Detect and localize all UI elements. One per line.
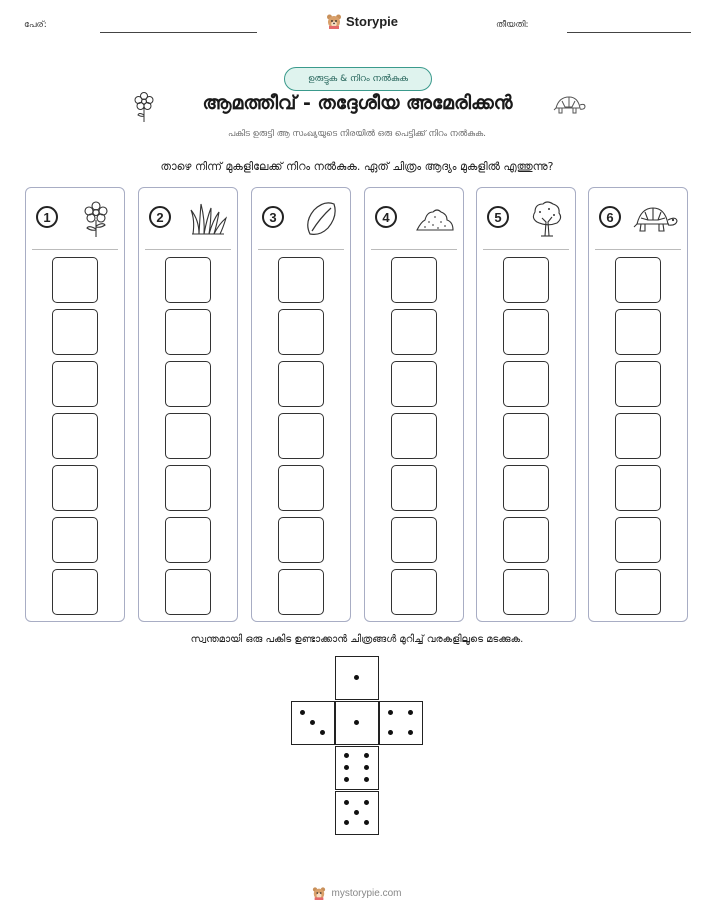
column-5: [476, 187, 576, 622]
page-title: ആമത്തീവ് - തദ്ദേശീയ അമേരിക്കൻ: [202, 92, 513, 114]
column-divider: [595, 249, 681, 250]
color-box[interactable]: [165, 413, 211, 459]
color-box[interactable]: [165, 309, 211, 355]
column-divider: [483, 249, 569, 250]
pip: [388, 710, 393, 715]
color-box[interactable]: [52, 413, 98, 459]
color-box[interactable]: [278, 517, 324, 563]
color-box[interactable]: [391, 465, 437, 511]
pip: [364, 820, 369, 825]
pip: [344, 753, 349, 758]
color-box[interactable]: [391, 413, 437, 459]
column-3: [251, 187, 351, 622]
color-box[interactable]: [278, 569, 324, 615]
subtitle: പകിട ഉരുട്ടി ആ സംഖ്യയുടെ നിരയിൽ ഒരു പെട്ടിക്ക് നിറം നൽകുക.: [228, 129, 486, 139]
date-line[interactable]: [567, 32, 691, 33]
die-face-six: [335, 746, 379, 790]
footer: [0, 886, 714, 900]
die-face-one: [335, 656, 379, 700]
color-box[interactable]: [52, 569, 98, 615]
pip: [354, 810, 359, 815]
color-box[interactable]: [503, 413, 549, 459]
dice-caption: സ്വന്തമായി ഒരു പകിട ഉണ്ടാക്കാൻ ചിത്രങ്ങൾ മുറിച്ച് വരകളിലൂടെ മടക്കുക.: [190, 634, 524, 645]
pip: [344, 765, 349, 770]
color-box[interactable]: [615, 517, 661, 563]
bear-logo-icon: [326, 13, 342, 29]
color-box[interactable]: [52, 309, 98, 355]
color-box[interactable]: [165, 361, 211, 407]
color-box[interactable]: [503, 361, 549, 407]
column-1: [25, 187, 125, 622]
column-number: 6: [599, 206, 621, 228]
die-face-four: [379, 701, 423, 745]
brand-logo: [326, 13, 398, 29]
turtle-icon: [633, 200, 679, 238]
pip: [354, 675, 359, 680]
column-6: [588, 187, 688, 622]
column-divider: [258, 249, 344, 250]
flower-icon: [76, 200, 116, 238]
color-box[interactable]: [503, 465, 549, 511]
color-box[interactable]: [615, 569, 661, 615]
color-box[interactable]: [391, 517, 437, 563]
color-box[interactable]: [503, 569, 549, 615]
tree-icon: [527, 200, 567, 238]
color-box[interactable]: [278, 257, 324, 303]
die-face-one-center: [335, 701, 379, 745]
grass-icon: [189, 200, 229, 238]
pip: [364, 753, 369, 758]
color-box[interactable]: [615, 413, 661, 459]
name-line[interactable]: [100, 32, 257, 33]
pip: [300, 710, 305, 715]
color-box[interactable]: [503, 517, 549, 563]
column-divider: [32, 249, 118, 250]
footer-url[interactable]: mystorypie.com: [331, 887, 402, 899]
color-box[interactable]: [165, 569, 211, 615]
turtle-title-icon: [553, 93, 587, 117]
pip: [364, 765, 369, 770]
pip: [388, 730, 393, 735]
color-box[interactable]: [278, 309, 324, 355]
column-number: 5: [487, 206, 509, 228]
column-divider: [371, 249, 457, 250]
die-face-three: [291, 701, 335, 745]
column-number: 1: [36, 206, 58, 228]
activity-badge: ഉരുട്ടുക & നിറം നൽകുക: [284, 67, 432, 91]
color-box[interactable]: [391, 569, 437, 615]
pip: [344, 777, 349, 782]
pip: [408, 730, 413, 735]
color-box[interactable]: [391, 361, 437, 407]
pip: [344, 820, 349, 825]
bear-logo-icon: [312, 886, 326, 900]
color-box[interactable]: [278, 413, 324, 459]
color-box[interactable]: [615, 257, 661, 303]
color-box[interactable]: [165, 517, 211, 563]
pip: [364, 777, 369, 782]
column-number: 3: [262, 206, 284, 228]
color-box[interactable]: [615, 361, 661, 407]
pip: [364, 800, 369, 805]
flower-title-icon: [133, 91, 155, 123]
seed-icon: [302, 200, 342, 238]
column-number: 4: [375, 206, 397, 228]
dirt-mound-icon: [415, 200, 455, 238]
pip: [344, 800, 349, 805]
color-box[interactable]: [391, 257, 437, 303]
color-box[interactable]: [165, 257, 211, 303]
pip: [310, 720, 315, 725]
color-box[interactable]: [503, 309, 549, 355]
column-number: 2: [149, 206, 171, 228]
color-box[interactable]: [615, 465, 661, 511]
color-box[interactable]: [278, 361, 324, 407]
color-box[interactable]: [52, 257, 98, 303]
color-box[interactable]: [52, 465, 98, 511]
color-box[interactable]: [278, 465, 324, 511]
instruction: താഴെ നിന്ന് മുകളിലേക്ക് നിറം നൽകുക. ഏത് ചിത്രം ആദ്യം മുകളിൽ എത്തുന്നു?: [160, 160, 554, 173]
color-box[interactable]: [391, 309, 437, 355]
color-box[interactable]: [503, 257, 549, 303]
color-box[interactable]: [52, 517, 98, 563]
color-box[interactable]: [165, 465, 211, 511]
pip: [408, 710, 413, 715]
die-face-five: [335, 791, 379, 835]
date-label: തീയതി:: [496, 20, 529, 30]
brand-name: Storypie: [346, 13, 399, 29]
color-box[interactable]: [52, 361, 98, 407]
pip: [354, 720, 359, 725]
color-box[interactable]: [615, 309, 661, 355]
dice-net: [290, 656, 426, 836]
name-label: പേര്:: [24, 20, 47, 30]
column-2: [138, 187, 238, 622]
column-divider: [145, 249, 231, 250]
pip: [320, 730, 325, 735]
column-4: [364, 187, 464, 622]
